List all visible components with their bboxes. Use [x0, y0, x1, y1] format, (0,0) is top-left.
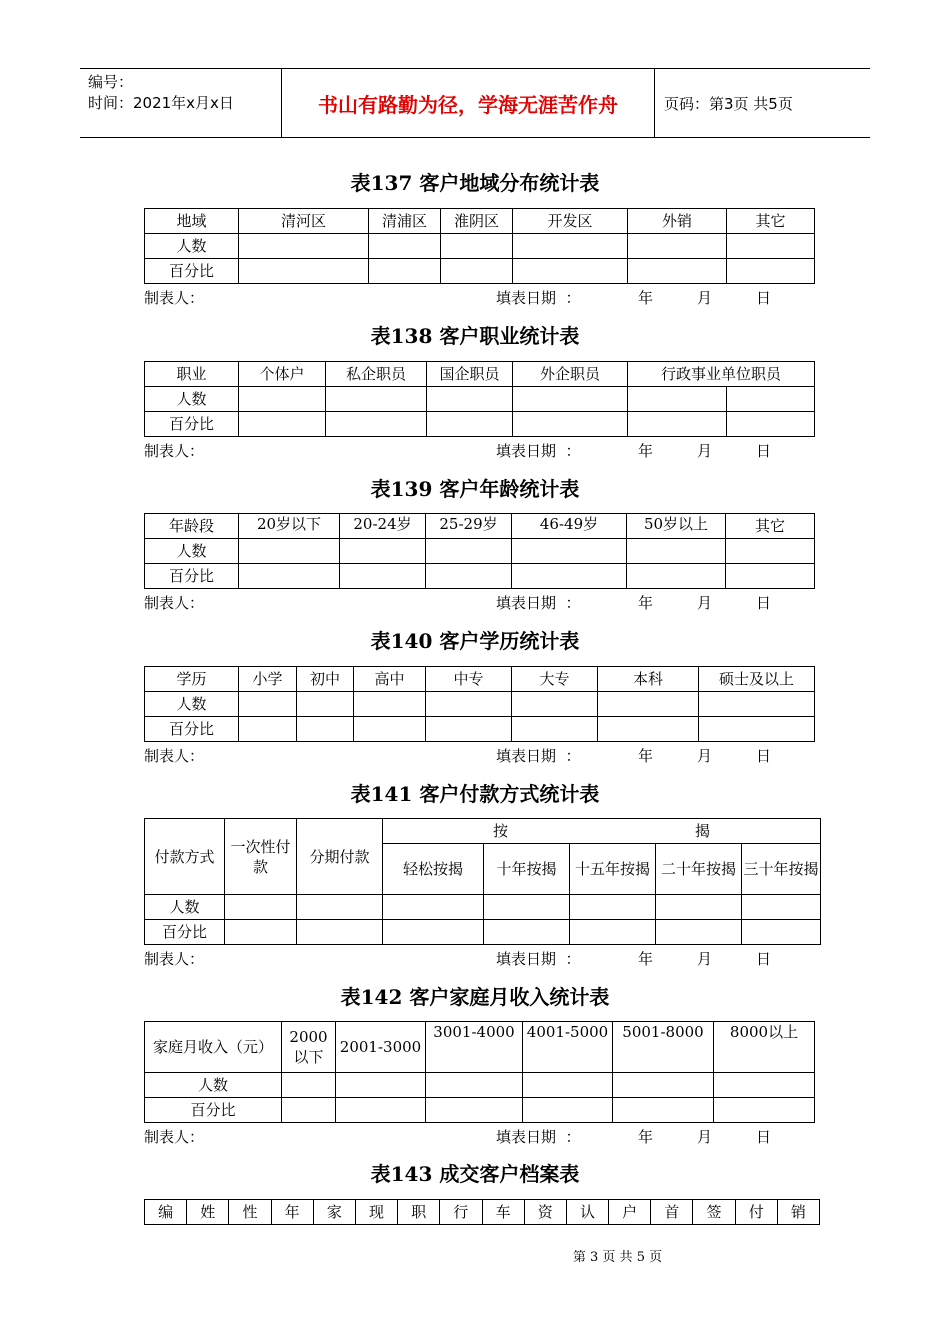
blank-cell[interactable] [484, 920, 570, 945]
blank-cell[interactable] [340, 564, 426, 589]
header-cell: 2001-3000 [336, 1022, 426, 1073]
blank-cell[interactable] [369, 259, 441, 284]
header-cell: 性 [229, 1200, 271, 1225]
table-row [145, 412, 815, 437]
blank-cell[interactable] [225, 895, 297, 920]
header-cell: 付款方式 [145, 819, 225, 895]
blank-cell[interactable] [513, 412, 628, 437]
blank-cell[interactable] [512, 539, 627, 564]
header-cell: 3001-4000 [426, 1022, 523, 1073]
table-row [145, 717, 815, 742]
blank-cell[interactable] [369, 234, 441, 259]
blank-cell[interactable] [523, 1098, 613, 1123]
blank-cell[interactable] [613, 1073, 714, 1098]
blank-cell[interactable] [484, 895, 570, 920]
table-header-row [145, 667, 815, 692]
blank-cell[interactable] [513, 234, 628, 259]
header-cell: 20岁以下 [239, 514, 340, 539]
blank-cell[interactable] [441, 234, 513, 259]
blank-cell[interactable] [383, 895, 484, 920]
blank-cell[interactable] [326, 387, 427, 412]
header-cell: 初中 [297, 667, 354, 692]
header-cell: 十五年按揭 [570, 844, 656, 895]
header-cell: 地域 [145, 209, 239, 234]
table-143 [144, 1199, 820, 1225]
title-141: 表141 客户付款方式统计表 [350, 782, 600, 806]
blank-cell[interactable] [239, 717, 297, 742]
blank-cell[interactable] [239, 387, 326, 412]
blank-cell[interactable] [656, 895, 742, 920]
blank-cell[interactable] [570, 895, 656, 920]
blank-cell[interactable] [239, 234, 369, 259]
table-header-row [145, 362, 815, 387]
blank-cell[interactable] [282, 1073, 336, 1098]
header-cell: 淮阴区 [441, 209, 513, 234]
group-label: 按 [493, 822, 509, 840]
blank-cell[interactable] [513, 259, 628, 284]
blank-cell[interactable] [727, 234, 815, 259]
day-label: 日 [756, 950, 772, 968]
header-cell: 行 [440, 1200, 482, 1225]
blank-cell[interactable] [354, 692, 426, 717]
blank-cell[interactable] [340, 539, 426, 564]
sign-line [144, 948, 814, 970]
blank-cell[interactable] [426, 1098, 523, 1123]
month-label: 月 [697, 950, 713, 968]
row-label: 百分比 [145, 717, 239, 742]
table-138 [144, 361, 815, 437]
year-label: 年 [638, 1128, 654, 1146]
row-label: 百分比 [145, 412, 239, 437]
header-cell: 十年按揭 [484, 844, 570, 895]
header-cell: 清河区 [239, 209, 369, 234]
sign-line [144, 592, 814, 614]
row-label: 人数 [145, 234, 239, 259]
day-label: 日 [756, 289, 772, 307]
month-label: 月 [697, 442, 713, 460]
table-row [145, 564, 815, 589]
month-label: 月 [697, 1128, 713, 1146]
blank-cell[interactable] [598, 692, 699, 717]
header-cell: 付 [735, 1200, 777, 1225]
header-cell: 年 [271, 1200, 313, 1225]
day-label: 日 [756, 1128, 772, 1146]
table-row [145, 387, 815, 412]
table-137 [144, 208, 815, 284]
maker-label: 制表人： [144, 747, 205, 765]
table-header-row [145, 819, 821, 844]
row-label: 百分比 [145, 259, 239, 284]
header-cell: 高中 [354, 667, 426, 692]
day-label: 日 [756, 747, 772, 765]
blank-cell[interactable] [336, 1073, 426, 1098]
blank-cell[interactable] [726, 564, 815, 589]
blank-cell[interactable] [239, 259, 369, 284]
date-label: 填表日期 ： [496, 289, 581, 307]
maker-label: 制表人： [144, 1128, 205, 1146]
date-label: 填表日期 ： [496, 1128, 581, 1146]
header-cell: 8000以上 [714, 1022, 815, 1073]
table-header-row [145, 1200, 820, 1225]
year-label: 年 [638, 442, 654, 460]
header-cell: 大专 [512, 667, 598, 692]
blank-cell[interactable] [613, 1098, 714, 1123]
sign-line [144, 287, 814, 309]
blank-cell[interactable] [628, 412, 727, 437]
blank-cell[interactable] [628, 259, 727, 284]
table-row [145, 234, 815, 259]
date-label: 填表日期 ： [496, 594, 581, 612]
header-page-info: 页码：第3页 共5页 [664, 94, 793, 113]
header-cell: 其它 [727, 209, 815, 234]
blank-cell[interactable] [297, 717, 354, 742]
blank-cell[interactable] [297, 895, 383, 920]
header-cell: 姓 [187, 1200, 229, 1225]
header-code: 编号： [88, 73, 134, 91]
header-cell: 年龄段 [145, 514, 239, 539]
row-label: 百分比 [145, 920, 225, 945]
blank-cell[interactable] [714, 1073, 815, 1098]
header-cell: 一次性付款 [225, 819, 297, 895]
blank-cell[interactable] [656, 920, 742, 945]
header-cell: 分期付款 [297, 819, 383, 895]
table-141 [144, 818, 821, 945]
blank-cell[interactable] [282, 1098, 336, 1123]
header-cell: 资 [524, 1200, 566, 1225]
blank-cell[interactable] [326, 412, 427, 437]
title-137: 表137 客户地域分布统计表 [350, 171, 600, 195]
header-cell: 2000以下 [282, 1022, 336, 1073]
blank-cell[interactable] [426, 717, 512, 742]
date-label: 填表日期 ： [496, 442, 581, 460]
date-label: 填表日期 ： [496, 747, 581, 765]
table-row [145, 920, 821, 945]
header-cell: 46-49岁 [512, 514, 627, 539]
header-cell: 职业 [145, 362, 239, 387]
sign-line [144, 1126, 814, 1148]
header-cell: 销 [777, 1200, 819, 1225]
blank-cell[interactable] [714, 1098, 815, 1123]
month-label: 月 [697, 289, 713, 307]
blank-cell[interactable] [699, 692, 815, 717]
sign-line [144, 440, 814, 462]
blank-cell[interactable] [523, 1073, 613, 1098]
day-label: 日 [756, 594, 772, 612]
blank-cell[interactable] [426, 539, 512, 564]
blank-cell[interactable] [426, 564, 512, 589]
page-header [80, 68, 870, 138]
blank-cell[interactable] [239, 539, 340, 564]
row-label: 百分比 [145, 564, 239, 589]
header-cell: 硕士及以上 [699, 667, 815, 692]
year-label: 年 [638, 747, 654, 765]
row-label: 百分比 [145, 1098, 282, 1123]
blank-cell[interactable] [225, 920, 297, 945]
header-cell: 25-29岁 [426, 514, 512, 539]
maker-label: 制表人： [144, 289, 205, 307]
blank-cell[interactable] [512, 717, 598, 742]
header-cell: 轻松按揭 [383, 844, 484, 895]
header-cell: 家 [313, 1200, 355, 1225]
title-142: 表142 客户家庭月收入统计表 [340, 985, 610, 1009]
table-row [145, 1073, 815, 1098]
header-cell: 外销 [628, 209, 727, 234]
table-row [145, 259, 815, 284]
blank-cell[interactable] [699, 717, 815, 742]
header-cell: 开发区 [513, 209, 628, 234]
table-header-row [145, 1022, 815, 1073]
header-cell: 国企职员 [427, 362, 513, 387]
row-label: 人数 [145, 1073, 282, 1098]
table-row [145, 895, 821, 920]
blank-cell[interactable] [512, 692, 598, 717]
header-cell: 职 [398, 1200, 440, 1225]
blank-cell[interactable] [628, 234, 727, 259]
header-cell: 清浦区 [369, 209, 441, 234]
blank-cell[interactable] [628, 387, 727, 412]
blank-cell[interactable] [598, 717, 699, 742]
table-140 [144, 666, 815, 742]
title-139: 表139 客户年龄统计表 [370, 477, 580, 501]
blank-cell[interactable] [426, 692, 512, 717]
header-cell: 20-24岁 [340, 514, 426, 539]
blank-cell[interactable] [336, 1098, 426, 1123]
blank-cell[interactable] [627, 564, 726, 589]
blank-cell[interactable] [239, 412, 326, 437]
row-label: 人数 [145, 692, 239, 717]
header-cell: 4001-5000 [523, 1022, 613, 1073]
header-cell: 私企职员 [326, 362, 427, 387]
header-cell: 50岁以上 [627, 514, 726, 539]
table-header-row [145, 209, 815, 234]
blank-cell[interactable] [239, 564, 340, 589]
header-cell: 车 [482, 1200, 524, 1225]
blank-cell[interactable] [742, 895, 821, 920]
day-label: 日 [756, 442, 772, 460]
header-cell: 签 [693, 1200, 735, 1225]
header-cell: 小学 [239, 667, 297, 692]
year-label: 年 [638, 289, 654, 307]
blank-cell[interactable] [727, 412, 815, 437]
header-cell: 户 [609, 1200, 651, 1225]
table-row [145, 1098, 815, 1123]
header-motto: 书山有路勤为径，学海无涯苦作舟 [281, 69, 655, 137]
blank-cell[interactable] [627, 539, 726, 564]
header-cell: 5001-8000 [613, 1022, 714, 1073]
table-row [145, 692, 815, 717]
mortgage-group-header [383, 819, 821, 844]
maker-label: 制表人： [144, 442, 205, 460]
header-cell: 个体户 [239, 362, 326, 387]
header-cell: 家庭月收入（元） [145, 1022, 282, 1073]
blank-cell[interactable] [297, 692, 354, 717]
blank-cell[interactable] [726, 539, 815, 564]
row-label: 人数 [145, 895, 225, 920]
blank-cell[interactable] [727, 259, 815, 284]
year-label: 年 [638, 594, 654, 612]
group-label: 揭 [695, 822, 711, 840]
header-cell: 首 [651, 1200, 693, 1225]
month-label: 月 [697, 594, 713, 612]
maker-label: 制表人： [144, 950, 205, 968]
title-138: 表138 客户职业统计表 [370, 324, 580, 348]
blank-cell[interactable] [570, 920, 656, 945]
header-cell: 外企职员 [513, 362, 628, 387]
row-label: 人数 [145, 387, 239, 412]
table-139 [144, 513, 815, 589]
header-cell: 中专 [426, 667, 512, 692]
header-cell: 本科 [598, 667, 699, 692]
table-row [145, 539, 815, 564]
month-label: 月 [697, 747, 713, 765]
blank-cell[interactable] [441, 259, 513, 284]
blank-cell[interactable] [426, 1073, 523, 1098]
sign-line [144, 745, 814, 767]
header-cell: 现 [355, 1200, 397, 1225]
blank-cell[interactable] [297, 920, 383, 945]
maker-label: 制表人： [144, 594, 205, 612]
title-140: 表140 客户学历统计表 [370, 629, 580, 653]
header-cell: 三十年按揭 [742, 844, 821, 895]
blank-cell[interactable] [427, 412, 513, 437]
header-meta [88, 72, 234, 114]
blank-cell[interactable] [742, 920, 821, 945]
header-cell: 认 [566, 1200, 608, 1225]
blank-cell[interactable] [727, 387, 815, 412]
blank-cell[interactable] [354, 717, 426, 742]
header-time: 时间：2021年x月x日 [88, 94, 234, 112]
year-label: 年 [638, 950, 654, 968]
blank-cell[interactable] [512, 564, 627, 589]
header-cell: 编 [145, 1200, 187, 1225]
row-label: 人数 [145, 539, 239, 564]
header-cell: 其它 [726, 514, 815, 539]
header-cell: 学历 [145, 667, 239, 692]
table-142 [144, 1021, 815, 1123]
blank-cell[interactable] [383, 920, 484, 945]
header-cell: 行政事业单位职员 [628, 362, 815, 387]
page-footer: 第 3 页 共 5 页 [572, 1250, 663, 1265]
table-header-row [145, 514, 815, 539]
header-cell: 二十年按揭 [656, 844, 742, 895]
blank-cell[interactable] [427, 387, 513, 412]
blank-cell[interactable] [239, 692, 297, 717]
title-143: 表143 成交客户档案表 [370, 1162, 580, 1186]
date-label: 填表日期 ： [496, 950, 581, 968]
blank-cell[interactable] [513, 387, 628, 412]
